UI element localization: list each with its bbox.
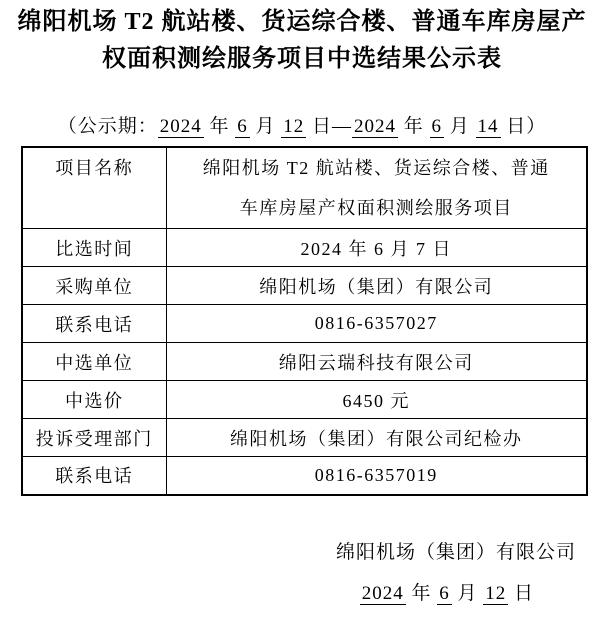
underlined-value: 6 — [439, 582, 450, 604]
text-segment: 年 — [398, 116, 430, 137]
notice-period-line — [0, 114, 604, 140]
row-value: 绵阳机场（集团）有限公司 — [166, 267, 587, 305]
underlined-value: 12 — [485, 582, 507, 604]
page-title-line2: 权面积测绘服务项目中选结果公示表 — [102, 46, 502, 72]
underlined-value: 6 — [431, 116, 443, 137]
table-row-selection-time — [22, 229, 587, 267]
text-segment: 日— — [306, 116, 352, 137]
row-label: 中选单位 — [22, 343, 166, 381]
signature-org: 绵阳机场（集团）有限公司 — [335, 541, 576, 563]
underlined-value: 2024 — [159, 116, 202, 137]
row-value: 绵阳机场（集团）有限公司纪检办 — [166, 419, 587, 457]
row-label: 联系电话 — [22, 457, 166, 495]
table-row-project-name — [22, 147, 587, 229]
table-row-winning-price — [22, 381, 587, 419]
underlined-value: 2024 — [354, 116, 396, 137]
row-value: 0816-6357019 — [166, 457, 587, 495]
table-row-complaint-phone — [22, 457, 587, 495]
signature-date — [0, 581, 604, 607]
table-row-purchaser-phone — [22, 305, 587, 343]
text-segment: 日） — [500, 116, 547, 137]
underlined-value: 12 — [283, 116, 305, 137]
page-title — [0, 4, 604, 78]
text-segment: 年 — [405, 582, 438, 604]
text-segment: 月 — [451, 582, 484, 604]
page-title-line1: 绵阳机场 T2 航站楼、货运综合楼、普通车库房屋产 — [17, 9, 587, 35]
row-value: 6450 元 — [166, 381, 587, 419]
text-segment: 年 — [203, 116, 236, 137]
row-label: 采购单位 — [22, 267, 166, 305]
row-value: 绵阳机场 T2 航站楼、货运综合楼、普通车库房屋产权面积测绘服务项目 — [166, 147, 587, 229]
underlined-value: 6 — [237, 116, 248, 137]
table-row-purchaser — [22, 267, 587, 305]
text-segment: 月 — [444, 116, 476, 137]
row-value: 0816-6357027 — [166, 305, 587, 343]
row-label: 比选时间 — [22, 229, 166, 267]
underlined-value: 2024 — [361, 582, 404, 604]
row-label: 投诉受理部门 — [22, 419, 166, 457]
row-value: 2024 年 6 月 7 日 — [166, 229, 587, 267]
row-label: 项目名称 — [22, 147, 166, 229]
result-table — [21, 146, 588, 496]
row-value: 绵阳云瑞科技有限公司 — [166, 343, 587, 381]
table-row-winner — [22, 343, 587, 381]
table-row-complaint-dept — [22, 419, 587, 457]
text-segment: 日 — [508, 582, 534, 604]
footer — [0, 540, 604, 607]
text-segment: （公示期： — [57, 116, 158, 137]
text-segment: 月 — [249, 116, 282, 137]
row-label: 联系电话 — [22, 305, 166, 343]
underlined-value: 14 — [477, 116, 499, 137]
row-label: 中选价 — [22, 381, 166, 419]
